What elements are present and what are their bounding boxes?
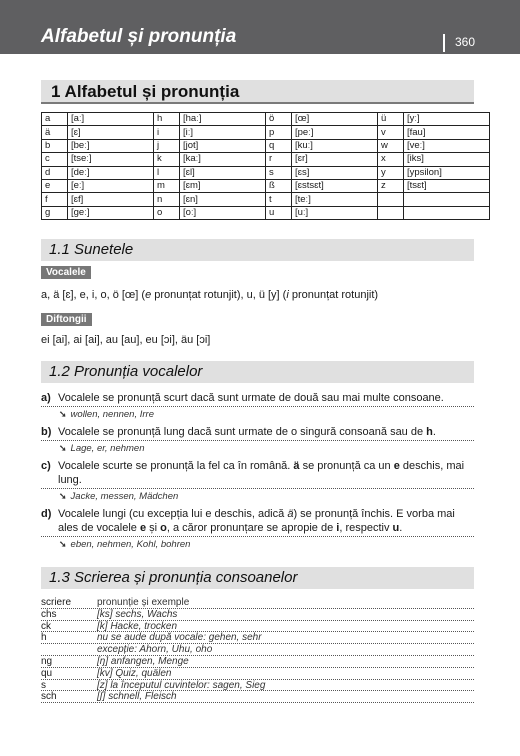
alphabet-letter: g: [42, 206, 68, 219]
alphabet-pronunciation: [ɛ]: [68, 126, 154, 139]
page-number: 360: [455, 35, 476, 49]
rule-d: [41, 507, 474, 551]
alphabet-row: [42, 153, 490, 166]
rule-letter: a): [41, 392, 51, 404]
section-1-1-title: 1.1 Sunetele: [49, 241, 134, 258]
alphabet-row: [42, 193, 490, 206]
alphabet-pronunciation: [peː]: [292, 126, 378, 139]
alphabet-letter: q: [266, 139, 292, 152]
section-1-2-title: 1.2 Pronunția vocalelor: [49, 363, 203, 380]
alphabet-letter: h: [154, 113, 180, 126]
alphabet-row: [42, 113, 490, 126]
alphabet-letter: d: [42, 166, 68, 179]
alphabet-row: [42, 206, 490, 219]
alphabet-pronunciation: [ɛr]: [292, 153, 378, 166]
alphabet-letter: n: [154, 193, 180, 206]
alphabet-letter: e: [42, 179, 68, 192]
alphabet-letter: z: [378, 179, 404, 192]
section-1-1-heading: [41, 239, 474, 261]
consonant-row: [41, 644, 474, 656]
vocale-text: a, ä [ɛ], e, i, o, ö [œ] (e pronunțat rotunjit), u, ü [y] (i pronunțat rotunjit): [41, 289, 379, 301]
rule-text: Vocalele lungi (cu excepția lui e deschis, adică ä) se pronunță închis. E vorba mai ales de vocalele e și o, a căror pronunțare se apropie de i, respectiv u.: [58, 508, 455, 534]
rule-example: ➘ Lage, er, nehmen: [41, 440, 474, 453]
alphabet-letter: v: [378, 126, 404, 139]
consonant-pronunciation: [kv] Quiz, quälen: [97, 667, 172, 679]
consonant-header-row: [41, 597, 474, 609]
alphabet-pronunciation: [fau]: [404, 126, 490, 139]
alphabet-letter: f: [42, 193, 68, 206]
section-1-2-heading: [41, 361, 474, 383]
alphabet-letter: o: [154, 206, 180, 219]
alphabet-letter: i: [154, 126, 180, 139]
rule-b: [41, 425, 474, 455]
section-1-heading: [41, 80, 474, 104]
page-header: [0, 0, 520, 54]
arrow-icon: ➘: [59, 443, 67, 453]
alphabet-pronunciation: [ypsilon]: [404, 166, 490, 179]
alphabet-letter: y: [378, 166, 404, 179]
alphabet-letter: s: [266, 166, 292, 179]
alphabet-letter: r: [266, 153, 292, 166]
alphabet-pronunciation: [iks]: [404, 153, 490, 166]
consonant-table: [41, 597, 474, 703]
rule-example: ➘ wollen, nennen, Irre: [41, 406, 474, 419]
diftongi-text: ei [ai], ai [ai], au [au], eu [ɔi], äu [ɔi]: [41, 334, 211, 346]
alphabet-pronunciation: [œ]: [292, 113, 378, 126]
alphabet-pronunciation: [ɛm]: [180, 179, 266, 192]
rule-a: [41, 391, 474, 421]
rule-example: ➘ Jacke, messen, Mädchen: [41, 488, 474, 501]
rule-letter: b): [41, 426, 52, 438]
consonant-pronunciation: nu se aude după vocale: gehen, sehr: [97, 632, 262, 644]
consonant-row: [41, 668, 474, 680]
alphabet-pronunciation: [teː]: [292, 193, 378, 206]
alphabet-pronunciation: [kuː]: [292, 139, 378, 152]
alphabet-pronunciation: [yː]: [404, 113, 490, 126]
alphabet-pronunciation: [kaː]: [180, 153, 266, 166]
alphabet-letter: [378, 206, 404, 219]
section-1-3-title: 1.3 Scrierea și pronunția consoanelor: [49, 569, 298, 586]
alphabet-pronunciation: [oː]: [180, 206, 266, 219]
rule-text: Vocalele scurte se pronunță la fel ca în română. ä se pronunță ca un e deschis, mai lung.: [58, 460, 465, 486]
alphabet-letter: ä: [42, 126, 68, 139]
consonant-row: [41, 621, 474, 633]
alphabet-letter: a: [42, 113, 68, 126]
alphabet-pronunciation: [ɛf]: [68, 193, 154, 206]
alphabet-pronunciation: [tseː]: [68, 153, 154, 166]
arrow-icon: ➘: [59, 491, 67, 501]
alphabet-letter: t: [266, 193, 292, 206]
arrow-icon: ➘: [59, 409, 67, 419]
alphabet-letter: w: [378, 139, 404, 152]
alphabet-row: [42, 179, 490, 192]
header-pronuntie: pronunție și exemple: [97, 597, 190, 608]
consonant-row: [41, 691, 474, 703]
alphabet-pronunciation: [veː]: [404, 139, 490, 152]
header-title: Alfabetul și pronunția: [41, 26, 237, 47]
diftongi-tag: Diftongii: [41, 313, 92, 326]
alphabet-pronunciation: [jot]: [180, 139, 266, 152]
arrow-icon: ➘: [59, 539, 67, 549]
consonant-spelling: h: [41, 632, 47, 644]
alphabet-row: [42, 126, 490, 139]
consonant-pronunciation: [ŋ] anfangen, Menge: [97, 655, 189, 667]
alphabet-pronunciation: [uː]: [292, 206, 378, 219]
alphabet-letter: c: [42, 153, 68, 166]
consonant-row: [41, 632, 474, 644]
alphabet-pronunciation: [iː]: [180, 126, 266, 139]
alphabet-pronunciation: [ɛstsɛt]: [292, 179, 378, 192]
alphabet-pronunciation: [beː]: [68, 139, 154, 152]
alphabet-letter: l: [154, 166, 180, 179]
consonant-row: [41, 609, 474, 621]
alphabet-pronunciation: [404, 193, 490, 206]
alphabet-row: [42, 166, 490, 179]
alphabet-letter: m: [154, 179, 180, 192]
consonant-spelling: ck: [41, 620, 51, 632]
alphabet-letter: x: [378, 153, 404, 166]
section-1-3-heading: [41, 567, 474, 589]
alphabet-pronunciation: [tsɛt]: [404, 179, 490, 192]
rule-letter: c): [41, 460, 51, 472]
alphabet-letter: k: [154, 153, 180, 166]
rule-text: Vocalele se pronunță lung dacă sunt urmate de o singură consoană sau de h.: [58, 426, 436, 438]
consonant-spelling: sch: [41, 691, 57, 703]
consonant-spelling: chs: [41, 608, 57, 620]
alphabet-pronunciation: [ɛl]: [180, 166, 266, 179]
alphabet-pronunciation: [deː]: [68, 166, 154, 179]
alphabet-letter: b: [42, 139, 68, 152]
rule-example: ➘ eben, nehmen, Kohl, bohren: [41, 536, 474, 549]
consonant-pronunciation: [z] la începutul cuvintelor: sagen, Sieg: [97, 679, 266, 691]
alphabet-letter: u: [266, 206, 292, 219]
consonant-pronunciation: excepție: Ahorn, Uhu, oho: [97, 644, 213, 656]
consonant-pronunciation: [k] Hacke, trocken: [97, 620, 178, 632]
alphabet-pronunciation: [404, 206, 490, 219]
alphabet-row: [42, 139, 490, 152]
alphabet-table: [41, 112, 490, 220]
alphabet-letter: ü: [378, 113, 404, 126]
vocale-tag: Vocalele: [41, 266, 91, 279]
rule-letter: d): [41, 508, 52, 520]
alphabet-pronunciation: [eː]: [68, 179, 154, 192]
rule-c: [41, 459, 474, 503]
alphabet-letter: j: [154, 139, 180, 152]
alphabet-letter: ö: [266, 113, 292, 126]
consonant-spelling: s: [41, 679, 46, 691]
alphabet-pronunciation: [geː]: [68, 206, 154, 219]
consonant-row: [41, 656, 474, 668]
header-scriere: scriere: [41, 597, 72, 608]
header-divider: [443, 34, 445, 52]
alphabet-letter: [378, 193, 404, 206]
section-1-title: 1 Alfabetul și pronunția: [51, 82, 240, 101]
consonant-pronunciation: [ks] sechs, Wachs: [97, 608, 178, 620]
consonant-row: [41, 680, 474, 692]
alphabet-letter: p: [266, 126, 292, 139]
consonant-spelling: qu: [41, 667, 53, 679]
alphabet-pronunciation: [ɛn]: [180, 193, 266, 206]
alphabet-pronunciation: [aː]: [68, 113, 154, 126]
alphabet-letter: ß: [266, 179, 292, 192]
alphabet-pronunciation: [ɛs]: [292, 166, 378, 179]
alphabet-pronunciation: [haː]: [180, 113, 266, 126]
rule-text: Vocalele se pronunță scurt dacă sunt urmate de două sau mai multe consoane.: [58, 392, 444, 404]
consonant-pronunciation: [ʃ] schnell, Fleisch: [97, 691, 177, 703]
consonant-spelling: ng: [41, 655, 53, 667]
